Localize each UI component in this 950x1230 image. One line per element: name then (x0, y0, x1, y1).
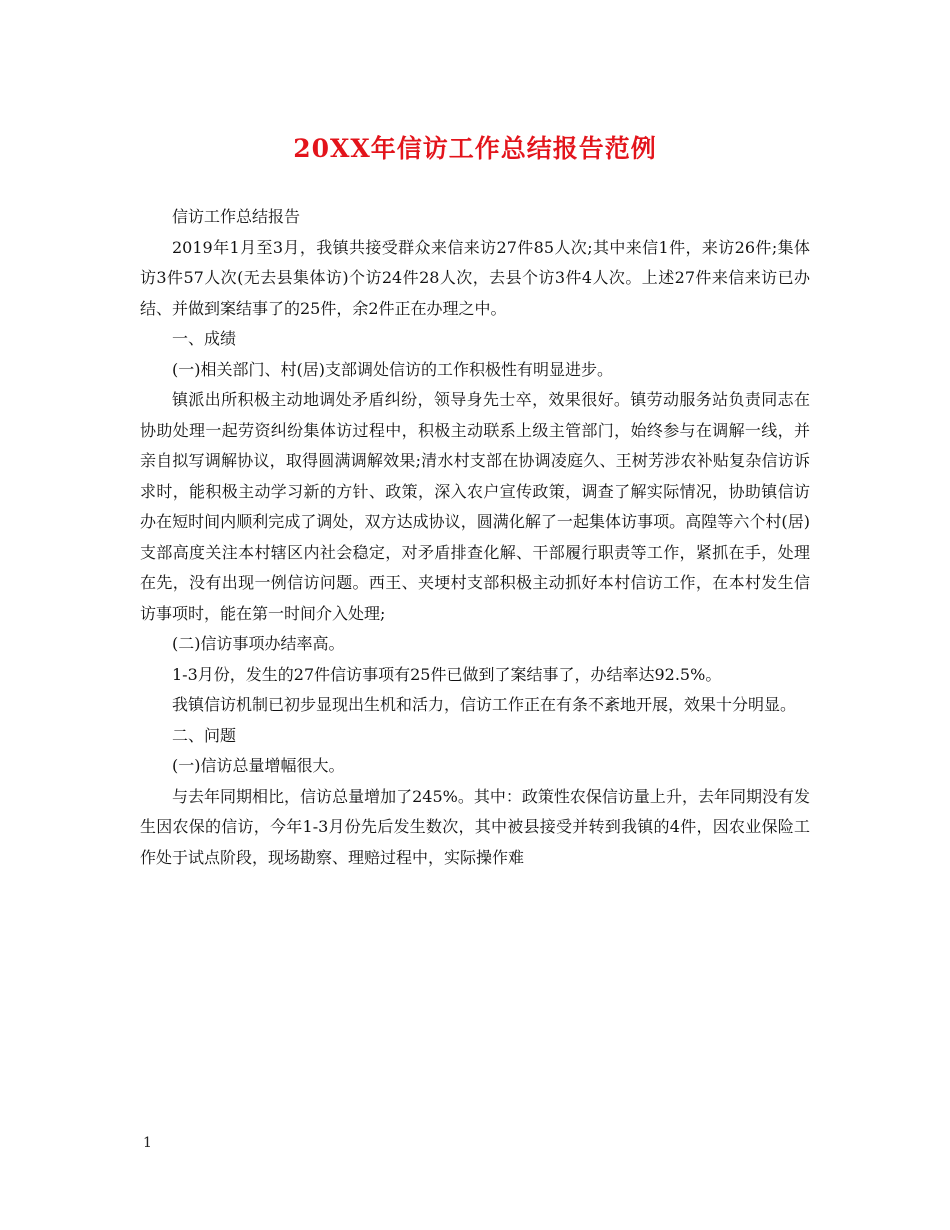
page-number: 1 (143, 1135, 152, 1151)
subheading-2: (二)信访事项办结率高。 (172, 634, 345, 653)
paragraph-summary: 2019年1月至3月，我镇共接受群众来信来访27件85人次;其中来信1件，来访26件;集体访3件57人次(无去县集体访)个访24件28人次，去县个访3件4人次。上述27件来信来访已办结、并做到案结事了的25件，余2件正在办理之中。 (140, 237, 810, 318)
paragraph-mechanism: 我镇信访机制已初步显现出生机和活力，信访工作正在有条不紊地开展，效果十分明显。 (172, 695, 797, 714)
section-heading-achievements: 一、成绩 (172, 329, 237, 348)
paragraph-resolution-rate: 1-3月份，发生的27件信访事项有25件已做到了案结事了，办结率达92.5%。 (172, 664, 722, 684)
document-title: 20XX年信访工作总结报告范例 (293, 134, 657, 163)
paragraph-comparison: 与去年同期相比，信访总量增加了245%。其中：政策性农保信访量上升，去年同期没有发生因农保的信访，今年1-3月份先后发生数次，其中被县接受并转到我镇的4件，因农业保险工作处于试点阶段，现场勘察、理赔过程中，实际操作难 (140, 786, 810, 867)
section-heading-problems: 二、问题 (172, 725, 237, 745)
paragraph-details: 镇派出所积极主动地调处矛盾纠纷，领导身先士卒，效果很好。镇劳动服务站负责同志在协助处理一起劳资纠纷集体访过程中，积极主动联系上级主管部门，始终参与在调解一线，并亲自拟写调解协议，取得圆满调解效果;清水村支部在协调凌庭久、王树芳涉农补贴复杂信访诉求时，能积极主动学习新的方针、政策，深入农户宣传政策，调查了解实际情况，协助镇信访办在短时间内顺利完成了调处，双方达成协议，圆满化解了一起集体访事项。高隍等六个村(居)支部高度关注本村辖区内社会稳定，对矛盾排查化解、干部履行职责等工作，紧抓在手，处理在先，没有出现一例信访问题。西王、夹埂村支部积极主动抓好本村信访工作，在本村发生信访事项时，能在第一时间介入处理; (140, 390, 810, 623)
document-body (140, 202, 810, 873)
subheading-1: (一)相关部门、村(居)支部调处信访的工作积极性有明显进步。 (172, 359, 613, 379)
subheading-problem-1: (一)信访总量增幅很大。 (172, 756, 345, 775)
paragraph-subtitle: 信访工作总结报告 (172, 207, 301, 226)
